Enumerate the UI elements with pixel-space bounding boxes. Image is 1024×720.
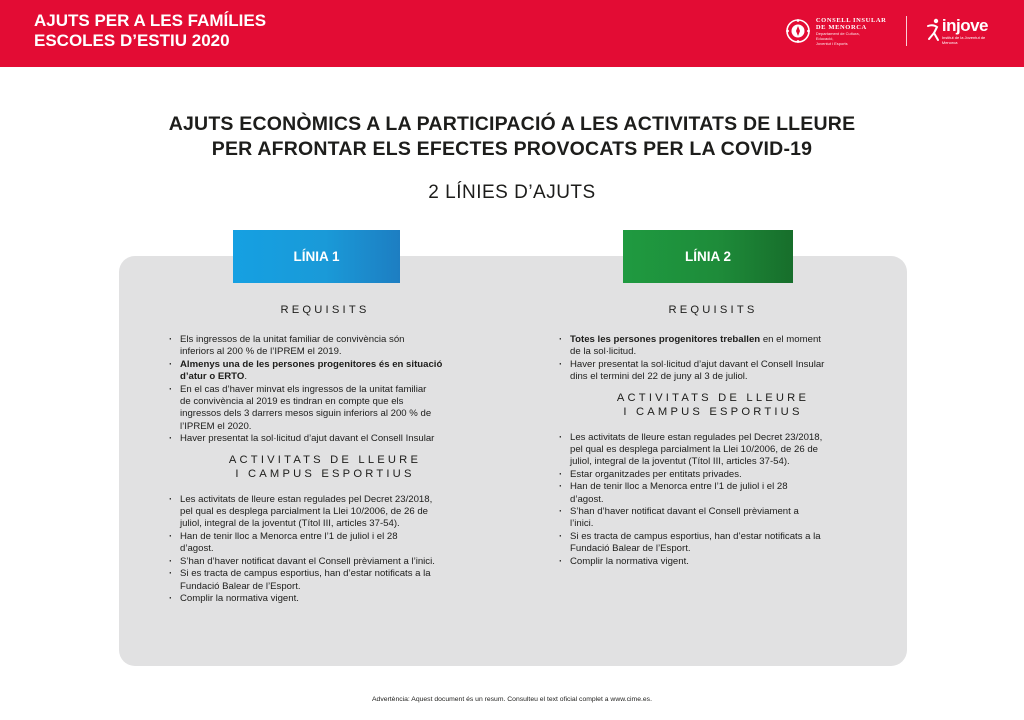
list-item-line: · Si es tracta de campus esportius, han d’estar notificats a la — [570, 530, 821, 542]
list-item-line: inferiors al 200 % de l’IPREM el 2019. — [180, 346, 342, 358]
header-bar — [0, 0, 1024, 67]
list-item-line: · Si es tracta de campus esportius, han d’estar notificats a la — [180, 568, 431, 580]
linia-1-column — [168, 303, 482, 605]
logo-divider — [906, 16, 907, 46]
injove-logo — [925, 17, 988, 45]
list-item-line: Fundació Balear de l’Esport. — [180, 580, 301, 592]
heading-line: I CAMPUS ESPORTIUS — [623, 405, 803, 418]
list-item-line: · Haver presentat la sol·licitud d’ajut davant el Consell Insular — [570, 358, 825, 370]
list-item — [558, 432, 868, 469]
list-item-line: · Complir la normativa vigent. — [180, 592, 299, 604]
list-item — [558, 481, 868, 506]
list-item-line: d’agost. — [570, 493, 604, 505]
list-item — [168, 433, 482, 445]
main-title-line1: AJUTS ECONÒMICS A LA PARTICIPACIÓ A LES ACTIVITATS DE LLEURE — [168, 113, 856, 135]
tab-linia-1: LÍNIA 1 — [233, 230, 400, 283]
heading-line: I CAMPUS ESPORTIUS — [235, 467, 415, 480]
heading-line: ACTIVITATS DE LLEURE — [616, 391, 810, 404]
list-item — [168, 494, 482, 531]
list-item-line: dins el termini del 22 de juny al 3 de juliol. — [570, 371, 748, 383]
list-item — [168, 593, 482, 605]
list-item-line: juliol, integral de la joventut (Títol III, articles 37-54). — [180, 518, 400, 530]
linia-2-requisits-heading: REQUISITS — [668, 304, 758, 316]
consell-insular-logo — [785, 17, 888, 46]
linia-2-activitats-heading — [558, 391, 868, 419]
list-item-line: · Els ingressos de la unitat familiar de convivència són — [180, 334, 405, 345]
linia-1-activitats-list — [168, 494, 482, 606]
list-item-line: · Complir la normativa vigent. — [570, 555, 689, 567]
injove-sub-line1: Institut de la Joventut de — [941, 35, 986, 40]
cime-sub-line1: Departament de Cultura, Educació, — [815, 30, 860, 41]
list-item-line: · Haver presentat la sol·licitud d’ajut davant el Consell Insular — [180, 433, 435, 445]
list-item-line: d’atur o ERTO — [180, 371, 245, 383]
list-item-bold: Totes les persones progenitores treballen — [570, 334, 761, 345]
cime-name-line2: DE MENORCA — [815, 23, 867, 31]
list-item-line: d’agost. — [180, 543, 214, 555]
list-item-line: · S’han d’haver notificat davant el Consell prèviament a — [570, 506, 799, 518]
list-item-line: de convivència al 2019 es tindran en compte que els — [180, 396, 404, 408]
linia-2-activitats-list — [558, 432, 868, 568]
consell-insular-emblem-icon — [785, 18, 811, 44]
list-item-line: pel qual es desplega parcialment la Llei 10/2006, de 26 de — [180, 506, 429, 518]
header-title-line1: AJUTS PER A LES FAMÍLIES — [34, 11, 267, 30]
list-item — [168, 334, 482, 359]
header-title-line2: ESCOLES D’ESTIU 2020 — [34, 31, 230, 50]
list-item — [558, 359, 868, 384]
list-item-line: de la sol·licitud. — [570, 346, 637, 358]
linia-1-requisits-heading: REQUISITS — [280, 304, 370, 316]
heading-line: ACTIVITATS DE LLEURE — [228, 453, 422, 466]
list-item — [558, 334, 868, 359]
list-item-line: · S’han d’haver notificat davant el Consell prèviament a l’inici. — [180, 555, 435, 567]
main-title — [0, 112, 1024, 162]
footer-disclaimer: Advertència: Aquest document és un resum. Consulteu el text oficial complet a www.cime.es. — [372, 696, 652, 703]
header-logos — [785, 14, 988, 48]
linia-1-activitats-heading — [168, 453, 482, 481]
list-item — [168, 531, 482, 556]
list-item — [558, 556, 868, 568]
list-item-line: · Han de tenir lloc a Menorca entre l’1 de juliol i el 28 — [180, 530, 398, 542]
list-item-line: · Estar organitzades per entitats privades. — [570, 468, 742, 480]
cime-sub-line2: Joventut i Esports — [815, 40, 848, 46]
tab-linia-2: LÍNIA 2 — [623, 230, 793, 283]
list-item — [168, 556, 482, 568]
main-title-line2: PER AFRONTAR ELS EFECTES PROVOCATS PER LA COVID-19 — [211, 138, 813, 160]
linia-2-requisits-list — [558, 334, 868, 384]
list-item-line: · Han de tenir lloc a Menorca entre l’1 de juliol i el 28 — [570, 481, 788, 493]
list-item-line: Fundació Balear de l’Esport. — [570, 543, 691, 555]
cime-name-line1: CONSELL INSULAR — [815, 16, 887, 24]
list-item-line: · En el cas d’haver minvat els ingressos de la unitat familiar — [180, 383, 427, 395]
list-item-suffix: . — [244, 371, 247, 383]
list-item — [168, 359, 482, 384]
list-item-line: l’IPREM el 2020. — [180, 420, 252, 432]
linia-2-column — [558, 303, 868, 568]
list-item — [558, 506, 868, 531]
linia-1-requisits-list — [168, 334, 482, 446]
header-title — [34, 11, 266, 51]
list-item-line: · Almenys una de les persones progenitores és en situació — [180, 358, 443, 370]
list-item-line: juliol, integral de la joventut (Títol III, articles 37-54). — [570, 456, 790, 468]
list-item-line: ingressos dels 3 darrers mesos siguin inferiors al 200 % de — [180, 408, 432, 420]
list-item-line: · Les activitats de lleure estan regulades pel Decret 23/2018, — [570, 431, 823, 443]
injove-figure-icon — [925, 17, 941, 43]
list-item-line: l’inici. — [570, 518, 594, 530]
list-item — [558, 469, 868, 481]
list-item-line: · Les activitats de lleure estan regulades pel Decret 23/2018, — [180, 493, 433, 505]
list-item-line: pel qual es desplega parcialment la Llei 10/2006, de 26 de — [570, 444, 819, 456]
list-item — [168, 568, 482, 593]
injove-sub-line2: Menorca — [941, 40, 958, 45]
injove-name: injove — [941, 16, 988, 35]
list-item — [558, 531, 868, 556]
list-item-rest: en el moment — [760, 334, 821, 345]
list-item — [168, 384, 482, 434]
subtitle: 2 LÍNIES D’AJUTS — [428, 182, 596, 203]
